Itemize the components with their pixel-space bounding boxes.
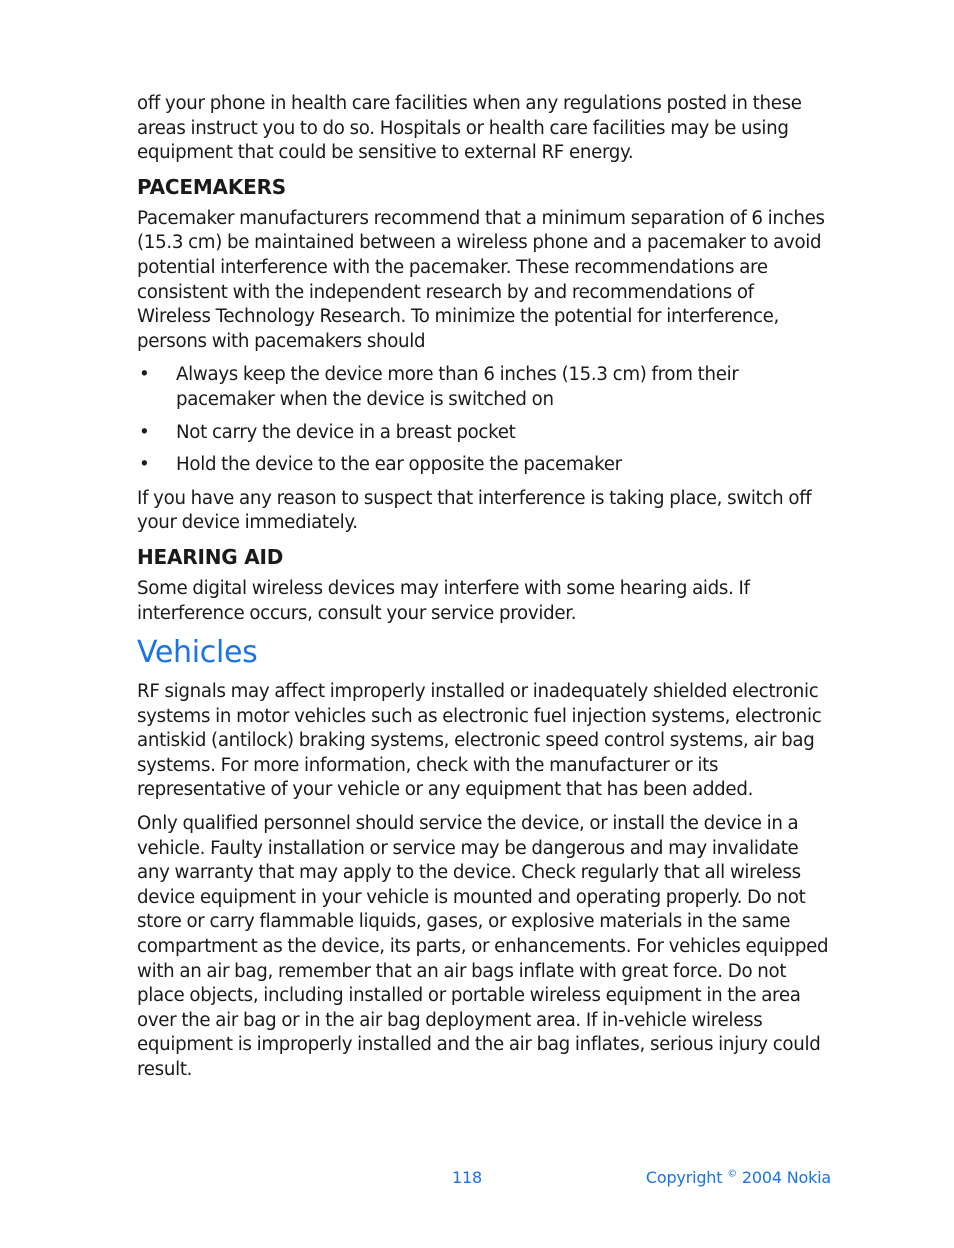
bullet-icon: • — [139, 421, 150, 443]
copyright-word: Copyright — [645, 1168, 723, 1187]
vehicles-paragraph-1: RF signals may affect improperly installed or inadequately shielded electronic systems in motor vehicles such as electronic fuel injection systems, electronic antiskid (antilock) braking systems, electronic speed control systems, air bag systems. For more information, check with the manufacturer or its representative of your vehicle or any equipment that has been added. — [137, 681, 822, 801]
list-item-text: Not carry the device in a breast pocket — [176, 421, 516, 443]
copyright-notice — [646, 1168, 831, 1187]
pacemakers-interference-paragraph: If you have any reason to suspect that interference is taking place, switch off your device immediately. — [137, 487, 812, 534]
list-item — [137, 363, 831, 412]
list-item-text: Always keep the device more than 6 inches (15.3 cm) from their pacemaker when the device is switched on — [176, 364, 739, 410]
intro-paragraph: off your phone in health care facilities when any regulations posted in these areas instruct you to do so. Hospitals or health care facilities may be using equipment that could be sensitive to external RF energy. — [137, 93, 802, 164]
bullet-icon: • — [139, 454, 150, 476]
hearing-aid-paragraph: Some digital wireless devices may interfere with some hearing aids. If interference occurs, consult your service provider. — [137, 577, 750, 624]
page-number: 118 — [452, 1168, 482, 1187]
pacemakers-list — [137, 363, 831, 477]
list-item-text: Hold the device to the ear opposite the pacemaker — [176, 454, 622, 476]
pacemakers-paragraph: Pacemaker manufacturers recommend that a minimum separation of 6 inches (15.3 cm) be maintained between a wireless phone and a pacemaker to avoid potential interference with the pacemaker. These recommendations are consistent with the independent research by and recommendations of Wireless Technology Research. To minimize the potential for interference, persons with pacemakers should — [137, 207, 825, 352]
hearing-aid-heading: HEARING AID — [137, 544, 284, 569]
bullet-icon: • — [139, 364, 150, 386]
list-item — [137, 453, 831, 478]
copyright-text: 2004 Nokia — [741, 1168, 831, 1187]
vehicles-heading: Vehicles — [137, 635, 258, 671]
list-item — [137, 421, 831, 446]
pacemakers-heading: PACEMAKERS — [137, 174, 286, 199]
page-content — [137, 92, 831, 1092]
copyright-symbol: © — [727, 1168, 738, 1180]
vehicles-paragraph-2: Only qualified personnel should service the device, or install the device in a vehicle. Faulty installation or service may be dangerous and may invalidate any warranty that may apply to the device. Check regularly that all wireless device equipment in your vehicle is mounted and operating properly. Do not store or carry flammable liquids, gases, or explosive materials in the same compartment as the device, its parts, or enhancements. For vehicles equipped with an air bag, remember that an air bags inflate with great force. Do not place objects, including installed or portable wireless equipment in the area over the air bag or in the air bag deployment area. If in-vehicle wireless equipment is improperly installed and the air bag inflates, serious injury could result. — [137, 813, 829, 1080]
